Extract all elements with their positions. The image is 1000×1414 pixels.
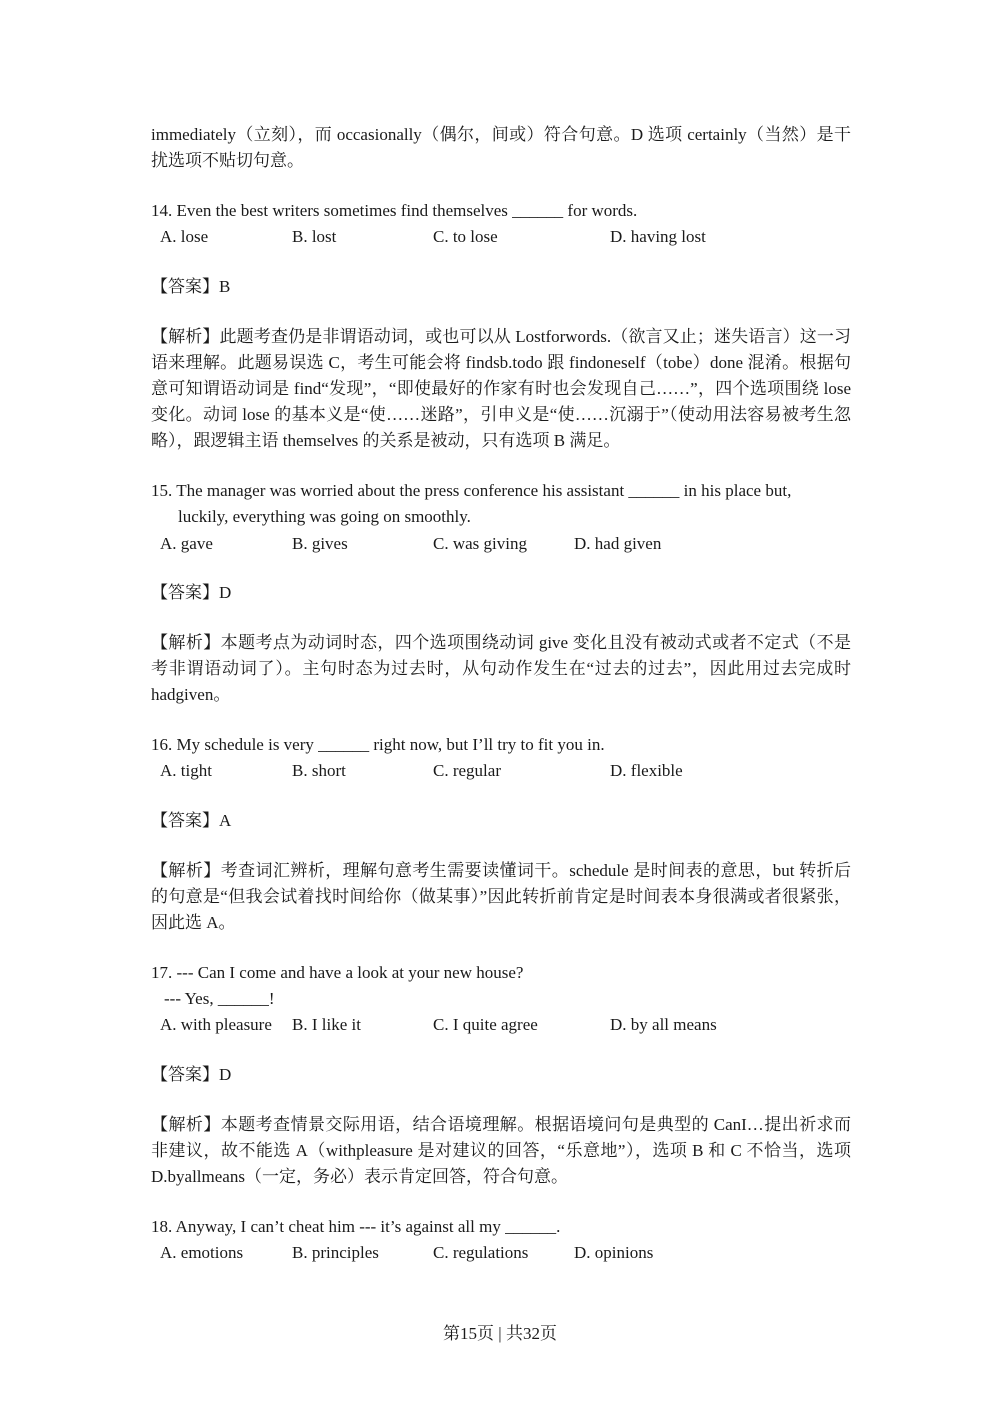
question-14-analysis: 【解析】此题考查仍是非谓语动词，或也可以从 Lostforwords.（欲言又止；迷失语言）这一习语来理解。此题易误选 C，考生可能会将 findsb.todo 跟 findoneself（tobe）done 混淆。根据句意可知谓语动词是 find“发现”，“即使最好的作家有时也会发现自己……”，四个选项围绕 lose 变化。动词 lose 的基本义是“使……迷路”，引申义是“使……沉溺于”（使动用法容易被考生忽略），跟逻辑主语 themselves 的关系是被动，只有选项 B 满足。 (151, 327, 851, 450)
question-17-analysis: 【解析】本题考查情景交际用语，结合语境理解。根据语境问句是典型的 CanI…提出祈求而非建议，故不能选 A（withpleasure 是对建议的回答，“乐意地”），选项 B 和 C 不恰当，选项 D.byallmeans（一定，务必）表示肯定回答，符合句意。 (151, 1115, 851, 1186)
question-14-option-a: A. lose (160, 227, 209, 246)
question-17-option-c: C. I quite agree (433, 1015, 538, 1034)
question-15-option-a: A. gave (160, 534, 213, 553)
question-18-stem: 18. Anyway, I can’t cheat him --- it’s against all my ______. (151, 1217, 561, 1236)
question-17-stem: 17. --- Can I come and have a look at your new house? (151, 963, 524, 982)
question-17-option-d: D. by all means (610, 1015, 717, 1034)
question-14-option-d: D. having lost (610, 227, 706, 246)
question-15-analysis: 【解析】本题考点为动词时态，四个选项围绕动词 give 变化且没有被动式或者不定式（不是考非谓语动词了）。主句时态为过去时，从句动作发生在“过去的过去”，因此用过去完成时 hadgiven。 (151, 633, 851, 704)
question-15-stem: 15. The manager was worried about the press conference his assistant ______ in his place but, (151, 481, 792, 500)
question-16-option-c: C. regular (433, 761, 501, 780)
question-17-option-b: B. I like it (292, 1015, 361, 1034)
question-17-option-a: A. with pleasure (160, 1015, 272, 1034)
question-16-answer: 【答案】A (151, 811, 232, 830)
question-18-option-b: B. principles (292, 1243, 379, 1262)
question-16-option-b: B. short (292, 761, 346, 780)
question-17-stem-reply: --- Yes, ______! (164, 989, 275, 1008)
question-15-option-c: C. was giving (433, 534, 527, 553)
question-14-stem: 14. Even the best writers sometimes find themselves ______ for words. (151, 201, 638, 220)
question-15-answer: 【答案】D (151, 583, 232, 602)
question-16-analysis: 【解析】考查词汇辨析，理解句意考生需要读懂词干。schedule 是时间表的意思，but 转折后的句意是“但我会试着找时间给你（做某事）”因此转折前肯定是时间表本身很满或者很紧张，因此选 A。 (151, 861, 851, 932)
intro-paragraph: immediately（立刻），而 occasionally（偶尔，间或）符合句意。D 选项 certainly（当然）是干扰选项不贴切句意。 (151, 125, 851, 170)
page-footer: 第15页 | 共32页 (443, 1324, 557, 1343)
question-14-option-c: C. to lose (433, 227, 498, 246)
question-16-stem: 16. My schedule is very ______ right now, but I’ll try to fit you in. (151, 735, 605, 754)
question-17-answer: 【答案】D (151, 1065, 232, 1084)
question-18-option-a: A. emotions (160, 1243, 244, 1262)
question-16-option-d: D. flexible (610, 761, 683, 780)
question-18-option-c: C. regulations (433, 1243, 529, 1262)
question-15-option-d: D. had given (574, 534, 662, 553)
question-15-option-b: B. gives (292, 534, 348, 553)
question-14-option-b: B. lost (292, 227, 337, 246)
question-16-option-a: A. tight (160, 761, 212, 780)
question-15-stem-continued: luckily, everything was going on smoothly. (178, 507, 471, 526)
question-14-answer: 【答案】B (151, 277, 231, 296)
question-18-option-d: D. opinions (574, 1243, 654, 1262)
